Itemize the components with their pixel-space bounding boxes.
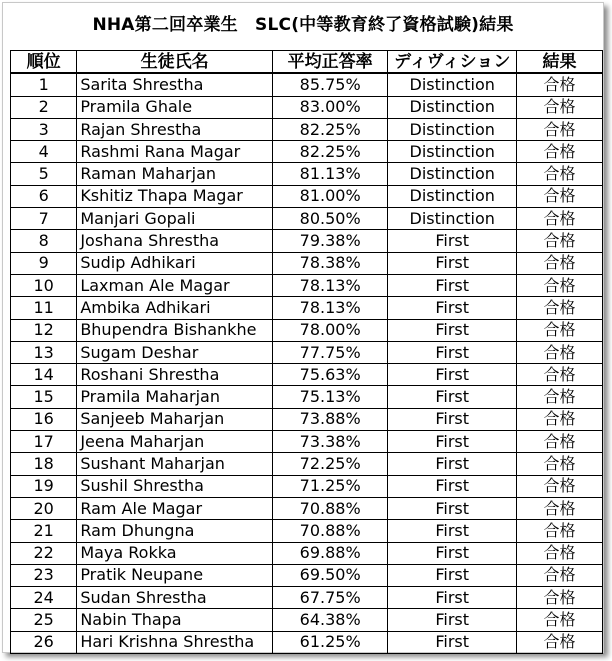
average-score-cell: 78.00% <box>272 319 387 341</box>
division-cell: First <box>388 475 517 497</box>
result-cell: 合格 <box>517 230 603 252</box>
division-cell: First <box>388 587 517 609</box>
rank-cell: 5 <box>11 163 77 185</box>
result-cell: 合格 <box>517 520 603 542</box>
student-name-cell: Sushil Shrestha <box>77 475 273 497</box>
header-row <box>11 51 603 74</box>
rank-cell: 12 <box>11 319 77 341</box>
division-cell: First <box>388 631 517 653</box>
table-row <box>11 564 603 586</box>
average-score-cell: 75.13% <box>272 386 387 408</box>
rank-cell: 24 <box>11 587 77 609</box>
average-score-cell: 78.13% <box>272 274 387 296</box>
average-score-cell: 78.38% <box>272 252 387 274</box>
average-score-cell: 75.63% <box>272 364 387 386</box>
table-row <box>11 520 603 542</box>
average-score-cell: 71.25% <box>272 475 387 497</box>
table-row <box>11 631 603 653</box>
table-row <box>11 453 603 475</box>
division-cell: Distinction <box>388 118 517 140</box>
student-name-cell: Jeena Maharjan <box>77 431 273 453</box>
rank-cell: 22 <box>11 542 77 564</box>
result-cell: 合格 <box>517 185 603 207</box>
division-cell: First <box>388 609 517 631</box>
result-cell: 合格 <box>517 141 603 163</box>
result-cell: 合格 <box>517 453 603 475</box>
student-name-cell: Manjari Gopali <box>77 208 273 230</box>
table-row <box>11 587 603 609</box>
student-name-cell: Ambika Adhikari <box>77 297 273 319</box>
rank-cell: 16 <box>11 408 77 430</box>
student-name-cell: Sudan Shrestha <box>77 587 273 609</box>
average-score-cell: 70.88% <box>272 497 387 519</box>
result-cell: 合格 <box>517 73 603 96</box>
student-name-cell: Sanjeeb Maharjan <box>77 408 273 430</box>
average-score-cell: 72.25% <box>272 453 387 475</box>
rank-cell: 3 <box>11 118 77 140</box>
table-row <box>11 364 603 386</box>
student-name-cell: Sugam Deshar <box>77 341 273 363</box>
rank-cell: 18 <box>11 453 77 475</box>
result-cell: 合格 <box>517 475 603 497</box>
table-row <box>11 141 603 163</box>
result-cell: 合格 <box>517 386 603 408</box>
result-cell: 合格 <box>517 542 603 564</box>
division-cell: First <box>388 364 517 386</box>
rank-cell: 9 <box>11 252 77 274</box>
average-score-cell: 78.13% <box>272 297 387 319</box>
sheet-title: NHA第二回卒業生 SLC(中等教育終了資格試験)結果 <box>92 15 514 35</box>
student-name-cell: Laxman Ale Magar <box>77 274 273 296</box>
rank-cell: 4 <box>11 141 77 163</box>
rank-cell: 19 <box>11 475 77 497</box>
result-cell: 合格 <box>517 297 603 319</box>
student-name-cell: Pratik Neupane <box>77 564 273 586</box>
table-row <box>11 319 603 341</box>
division-cell: Distinction <box>388 163 517 185</box>
rank-cell: 20 <box>11 497 77 519</box>
average-score-cell: 79.38% <box>272 230 387 252</box>
division-cell: First <box>388 431 517 453</box>
rank-cell: 13 <box>11 341 77 363</box>
result-cell: 合格 <box>517 631 603 653</box>
header-average-score: 平均正答率 <box>272 51 387 74</box>
student-name-cell: Bhupendra Bishankhe <box>77 319 273 341</box>
result-cell: 合格 <box>517 96 603 118</box>
header-rank: 順位 <box>11 51 77 74</box>
results-table <box>10 50 603 654</box>
result-cell: 合格 <box>517 431 603 453</box>
average-score-cell: 67.75% <box>272 587 387 609</box>
average-score-cell: 81.00% <box>272 185 387 207</box>
header-division: ディヴィション <box>388 51 517 74</box>
division-cell: First <box>388 564 517 586</box>
average-score-cell: 82.25% <box>272 118 387 140</box>
rank-cell: 15 <box>11 386 77 408</box>
division-cell: First <box>388 497 517 519</box>
table-row <box>11 408 603 430</box>
result-cell: 合格 <box>517 587 603 609</box>
result-cell: 合格 <box>517 609 603 631</box>
rank-cell: 26 <box>11 631 77 653</box>
results-sheet <box>2 2 604 653</box>
student-name-cell: Roshani Shrestha <box>77 364 273 386</box>
division-cell: First <box>388 453 517 475</box>
rank-cell: 25 <box>11 609 77 631</box>
result-cell: 合格 <box>517 208 603 230</box>
average-score-cell: 70.88% <box>272 520 387 542</box>
student-name-cell: Sushant Maharjan <box>77 453 273 475</box>
average-score-cell: 61.25% <box>272 631 387 653</box>
student-name-cell: Raman Maharjan <box>77 163 273 185</box>
division-cell: Distinction <box>388 208 517 230</box>
division-cell: First <box>388 341 517 363</box>
table-row <box>11 431 603 453</box>
division-cell: Distinction <box>388 141 517 163</box>
average-score-cell: 77.75% <box>272 341 387 363</box>
result-cell: 合格 <box>517 319 603 341</box>
average-score-cell: 73.88% <box>272 408 387 430</box>
rank-cell: 11 <box>11 297 77 319</box>
division-cell: First <box>388 408 517 430</box>
table-row <box>11 497 603 519</box>
result-cell: 合格 <box>517 118 603 140</box>
student-name-cell: Rashmi Rana Magar <box>77 141 273 163</box>
division-cell: Distinction <box>388 73 517 96</box>
division-cell: First <box>388 319 517 341</box>
table-row <box>11 297 603 319</box>
rank-cell: 6 <box>11 185 77 207</box>
table-row <box>11 274 603 296</box>
table-row <box>11 96 603 118</box>
average-score-cell: 82.25% <box>272 141 387 163</box>
result-cell: 合格 <box>517 497 603 519</box>
table-row <box>11 73 603 96</box>
student-name-cell: Joshana Shrestha <box>77 230 273 252</box>
rank-cell: 14 <box>11 364 77 386</box>
table-row <box>11 542 603 564</box>
average-score-cell: 64.38% <box>272 609 387 631</box>
table-row <box>11 163 603 185</box>
student-name-cell: Sudip Adhikari <box>77 252 273 274</box>
average-score-cell: 85.75% <box>272 73 387 96</box>
rank-cell: 8 <box>11 230 77 252</box>
division-cell: Distinction <box>388 185 517 207</box>
result-cell: 合格 <box>517 274 603 296</box>
student-name-cell: Nabin Thapa <box>77 609 273 631</box>
header-student-name: 生徒氏名 <box>77 51 273 74</box>
division-cell: First <box>388 542 517 564</box>
division-cell: Distinction <box>388 96 517 118</box>
student-name-cell: Pramila Maharjan <box>77 386 273 408</box>
student-name-cell: Maya Rokka <box>77 542 273 564</box>
table-row <box>11 386 603 408</box>
average-score-cell: 81.13% <box>272 163 387 185</box>
student-name-cell: Hari Krishna Shrestha <box>77 631 273 653</box>
rank-cell: 7 <box>11 208 77 230</box>
average-score-cell: 83.00% <box>272 96 387 118</box>
table-row <box>11 252 603 274</box>
rank-cell: 10 <box>11 274 77 296</box>
rank-cell: 17 <box>11 431 77 453</box>
student-name-cell: Sarita Shrestha <box>77 73 273 96</box>
table-row <box>11 118 603 140</box>
result-cell: 合格 <box>517 341 603 363</box>
rank-cell: 23 <box>11 564 77 586</box>
division-cell: First <box>388 386 517 408</box>
table-row <box>11 341 603 363</box>
rank-cell: 2 <box>11 96 77 118</box>
result-cell: 合格 <box>517 408 603 430</box>
division-cell: First <box>388 274 517 296</box>
average-score-cell: 69.50% <box>272 564 387 586</box>
table-row <box>11 230 603 252</box>
student-name-cell: Pramila Ghale <box>77 96 273 118</box>
student-name-cell: Kshitiz Thapa Magar <box>77 185 273 207</box>
division-cell: First <box>388 230 517 252</box>
division-cell: First <box>388 520 517 542</box>
result-cell: 合格 <box>517 252 603 274</box>
result-cell: 合格 <box>517 564 603 586</box>
header-result: 結果 <box>517 51 603 74</box>
average-score-cell: 73.38% <box>272 431 387 453</box>
division-cell: First <box>388 252 517 274</box>
student-name-cell: Rajan Shrestha <box>77 118 273 140</box>
table-row <box>11 185 603 207</box>
rank-cell: 21 <box>11 520 77 542</box>
student-name-cell: Ram Ale Magar <box>77 497 273 519</box>
rank-cell: 1 <box>11 73 77 96</box>
table-row <box>11 609 603 631</box>
division-cell: First <box>388 297 517 319</box>
average-score-cell: 80.50% <box>272 208 387 230</box>
average-score-cell: 69.88% <box>272 542 387 564</box>
student-name-cell: Ram Dhungna <box>77 520 273 542</box>
table-row <box>11 475 603 497</box>
table-row <box>11 208 603 230</box>
result-cell: 合格 <box>517 364 603 386</box>
result-cell: 合格 <box>517 163 603 185</box>
